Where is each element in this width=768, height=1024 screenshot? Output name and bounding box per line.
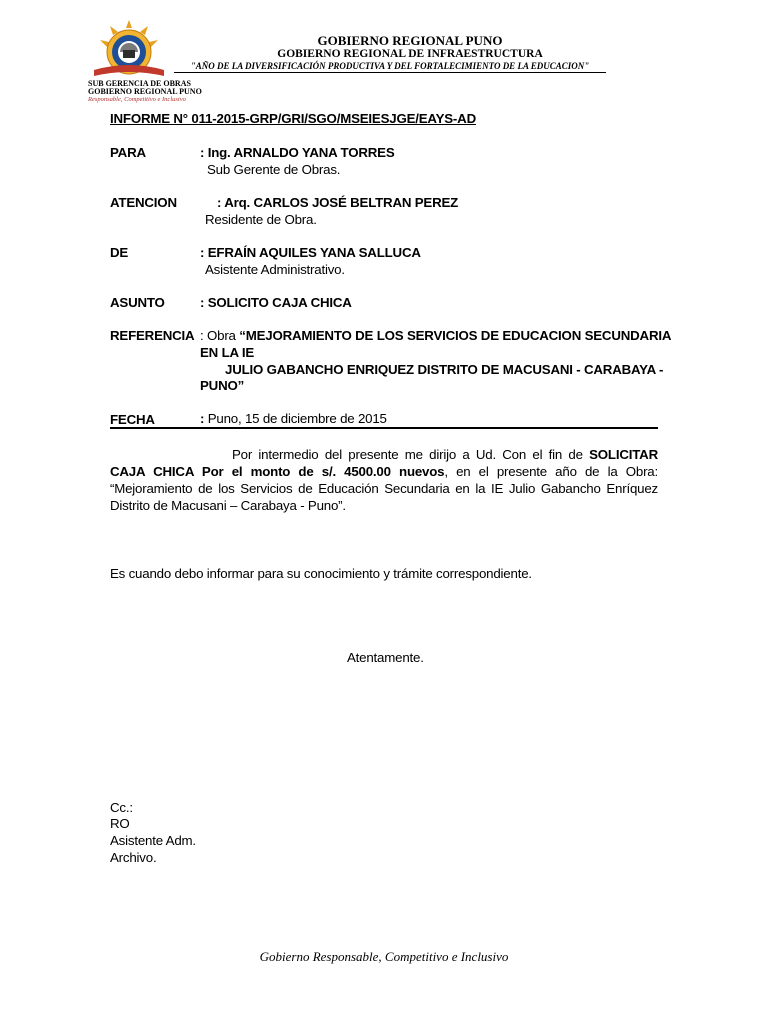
para-role: Sub Gerente de Obras.: [207, 162, 341, 177]
cc-item: RO: [110, 816, 130, 831]
fecha-divider: [110, 427, 658, 429]
para-name: : Ing. ARNALDO YANA TORRES: [200, 145, 395, 160]
asunto-label: ASUNTO: [110, 295, 165, 310]
referencia-line-1: [200, 328, 671, 343]
header-subtitle: GOBIERNO REGIONAL DE INFRAESTRUCTURA: [277, 48, 543, 60]
cc-item: Archivo.: [110, 850, 157, 865]
atencion-role: Residente de Obra.: [205, 212, 317, 227]
referencia-line-2: EN LA IE: [200, 345, 255, 360]
logo-line-3: Responsable, Competitivo e Inclusivo: [88, 96, 186, 103]
para-label: PARA: [110, 145, 146, 160]
closing-salutation: Atentamente.: [347, 650, 424, 665]
logo: [88, 18, 202, 108]
atencion-label: ATENCION: [110, 195, 177, 210]
body-rest: , en el presente año de la Obra: “Mejoramiento de los Servicios de Educación Secundaria en la IE Julio Gabancho Enríquez Distrito de Macusani – Carabaya - Puno”.: [110, 464, 658, 513]
logo-line-2: GOBIERNO REGIONAL PUNO: [88, 87, 202, 96]
body-intro: Por intermedio del presente me dirijo a Ud. Con el fin de: [232, 447, 590, 462]
logo-line-1: SUB GERENCIA DE OBRAS: [88, 79, 191, 88]
cc-title: Cc.:: [110, 800, 133, 815]
referencia-line-3: JULIO GABANCHO ENRIQUEZ DISTRITO DE MACUSANI - CARABAYA -: [225, 362, 664, 377]
body-closing-sentence: Es cuando debo informar para su conocimiento y trámite correspondiente.: [110, 566, 532, 581]
de-name: : EFRAÍN AQUILES YANA SALLUCA: [200, 245, 421, 260]
de-role: Asistente Administrativo.: [205, 262, 345, 277]
referencia-title: “MEJORAMIENTO DE LOS SERVICIOS DE EDUCACION SECUNDARIA: [239, 328, 672, 343]
fecha-date: Puno, 15 de diciembre de 2015: [207, 411, 387, 426]
referencia-label: REFERENCIA: [110, 328, 195, 343]
header-divider: [174, 72, 606, 73]
fecha-value: [200, 411, 387, 426]
header-motto: "AÑO DE LA DIVERSIFICACIÓN PRODUCTIVA Y DEL FORTALECIMIENTO DE LA EDUCACION": [190, 61, 590, 71]
referencia-line-4: PUNO”: [200, 378, 245, 393]
referencia-prefix: : Obra: [200, 328, 240, 343]
atencion-name: : Arq. CARLOS JOSÉ BELTRAN PEREZ: [217, 195, 459, 210]
footer-motto: Gobierno Responsable, Competitivo e Inclusivo: [259, 949, 509, 964]
header-title: GOBIERNO REGIONAL PUNO: [317, 33, 503, 48]
fecha-colon: :: [200, 411, 205, 426]
fecha-label: FECHA: [110, 412, 155, 427]
document-number: INFORME N° 011-2015-GRP/GRI/SGO/MSEIESJGE/EAYS-AD: [110, 111, 476, 126]
de-label: DE: [110, 245, 129, 260]
body-request: SOLICITAR CAJA CHICA Por el monto de s/. 4500.00 nuevos: [110, 447, 658, 479]
logo-emblem-icon: [88, 18, 170, 78]
cc-item: Asistente Adm.: [110, 833, 196, 848]
body-paragraph: [110, 446, 658, 514]
asunto-value: : SOLICITO CAJA CHICA: [200, 295, 352, 310]
